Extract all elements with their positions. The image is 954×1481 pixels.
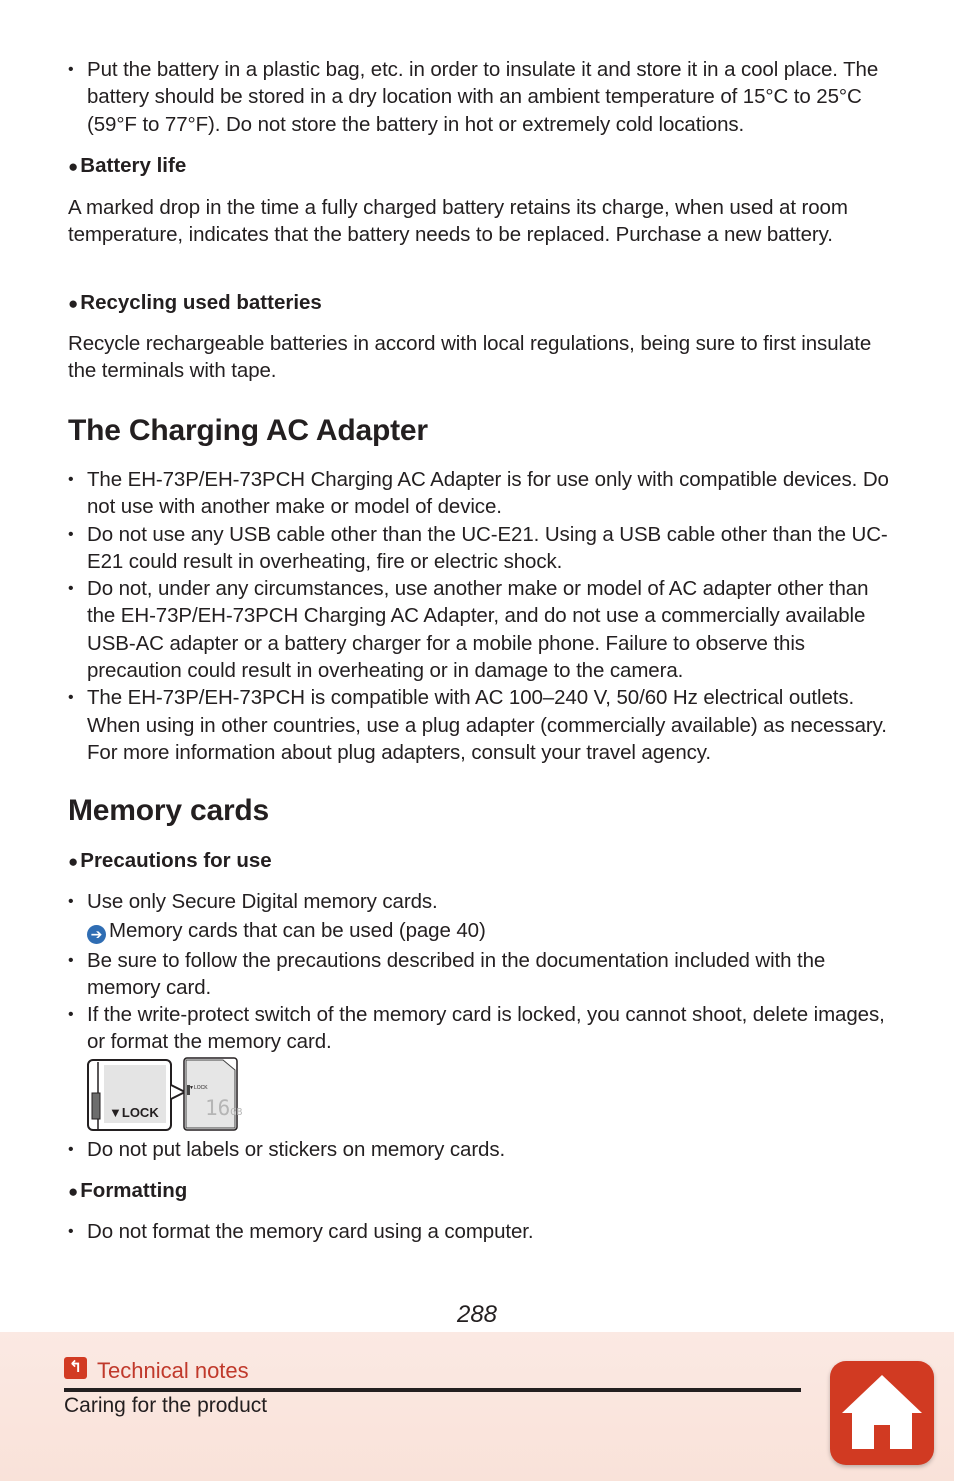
page-reference-text[interactable]: Memory cards that can be used (page 40) bbox=[109, 919, 486, 943]
list-item: • Do not use any USB cable other than the UC-E21. Using a USB cable other than the UC-E21 could result in overheating, fire or electric shock. bbox=[68, 521, 898, 576]
storage-bullet-list bbox=[68, 56, 898, 138]
card-capacity-number: 16 bbox=[205, 1096, 231, 1120]
home-icon bbox=[830, 1361, 934, 1465]
formatting-heading-text: Formatting bbox=[80, 1179, 188, 1202]
precautions-heading-text: Precautions for use bbox=[80, 849, 272, 872]
list-item: • If the write-protect switch of the memory card is locked, you cannot shoot, delete images, or format the memory card. bbox=[68, 1001, 898, 1056]
precautions-bullet-list bbox=[68, 888, 898, 1056]
list-item-text: Use only Secure Digital memory cards. bbox=[87, 890, 438, 913]
bullet-dot-icon: ● bbox=[68, 1182, 79, 1201]
page-reference-link[interactable] bbox=[87, 917, 486, 944]
arrow-right-icon: ➔ bbox=[87, 925, 106, 944]
back-arrow-icon[interactable]: ↰ bbox=[64, 1357, 87, 1379]
technical-notes-link[interactable]: Technical notes bbox=[97, 1358, 249, 1383]
list-item: • Do not, under any circumstances, use another make or model of AC adapter other than the EH-73P/EH-73PCH Charging AC Adapter, and do not use a commercially available USB-AC adapter or a battery charger for a mobile phone. Failure to observe this precaution could result in overheating or in damage to the camera. bbox=[68, 575, 898, 684]
adapter-bullet-list bbox=[68, 466, 898, 766]
lock-label: ▼LOCK bbox=[109, 1105, 159, 1120]
list-item bbox=[68, 888, 898, 945]
bullet-dot-icon: ● bbox=[68, 157, 79, 176]
lock-label-text: LOCK bbox=[121, 1105, 159, 1120]
bullet-dot-icon: ● bbox=[68, 852, 79, 871]
bullet-dot-icon: ● bbox=[68, 294, 79, 313]
precautions-heading bbox=[68, 847, 272, 875]
list-item: • The EH-73P/EH-73PCH is compatible with AC 100–240 V, 50/60 Hz electrical outlets. When using in other countries, use a plug adapter (commercially available) as necessary. For more information about plug adapters, consult your travel agency. bbox=[68, 684, 898, 766]
home-button[interactable] bbox=[830, 1361, 934, 1465]
list-item: • The EH-73P/EH-73PCH Charging AC Adapter is for use only with compatible devices. Do not use with another make or model of device. bbox=[68, 466, 898, 521]
battery-life-heading-text: Battery life bbox=[80, 154, 187, 177]
page-number: 288 bbox=[456, 1301, 498, 1328]
list-item: • Put the battery in a plastic bag, etc. in order to insulate it and store it in a cool place. The battery should be stored in a dry location with an ambient temperature of 15°C to 25°C (59°F to 77°F). Do not store the battery in hot or extremely cold locations. bbox=[68, 56, 898, 138]
battery-life-heading bbox=[68, 152, 186, 180]
card-capacity bbox=[205, 1097, 242, 1124]
list-item: • Do not put labels or stickers on memory cards. bbox=[68, 1136, 898, 1163]
card-lock-label: ▼LOCK bbox=[189, 1085, 208, 1091]
adapter-section-title: The Charging AC Adapter bbox=[68, 414, 428, 447]
recycling-heading bbox=[68, 289, 322, 317]
formatting-heading bbox=[68, 1177, 187, 1205]
write-protect-switch bbox=[92, 1093, 100, 1119]
recycling-heading-text: Recycling used batteries bbox=[80, 291, 322, 314]
breadcrumb: Caring for the product bbox=[64, 1394, 268, 1417]
labels-bullet-list bbox=[68, 1136, 898, 1163]
memory-section-title: Memory cards bbox=[68, 794, 270, 827]
callout-pointer bbox=[171, 1085, 185, 1099]
card-capacity-unit: GB bbox=[230, 1107, 243, 1118]
recycling-text: Recycle rechargeable batteries in accord with local regulations, being sure to first insulate the terminals with tape. bbox=[68, 332, 872, 383]
card-lock-label-text: LOCK bbox=[193, 1085, 208, 1091]
formatting-bullet-list bbox=[68, 1218, 898, 1245]
list-item: • Be sure to follow the precautions described in the documentation included with the memory card. bbox=[68, 947, 898, 1002]
battery-life-text: A marked drop in the time a fully charged battery retains its charge, when used at room temperature, indicates that the battery needs to be replaced. Purchase a new battery. bbox=[68, 196, 848, 247]
list-item: • Do not format the memory card using a computer. bbox=[68, 1218, 898, 1245]
